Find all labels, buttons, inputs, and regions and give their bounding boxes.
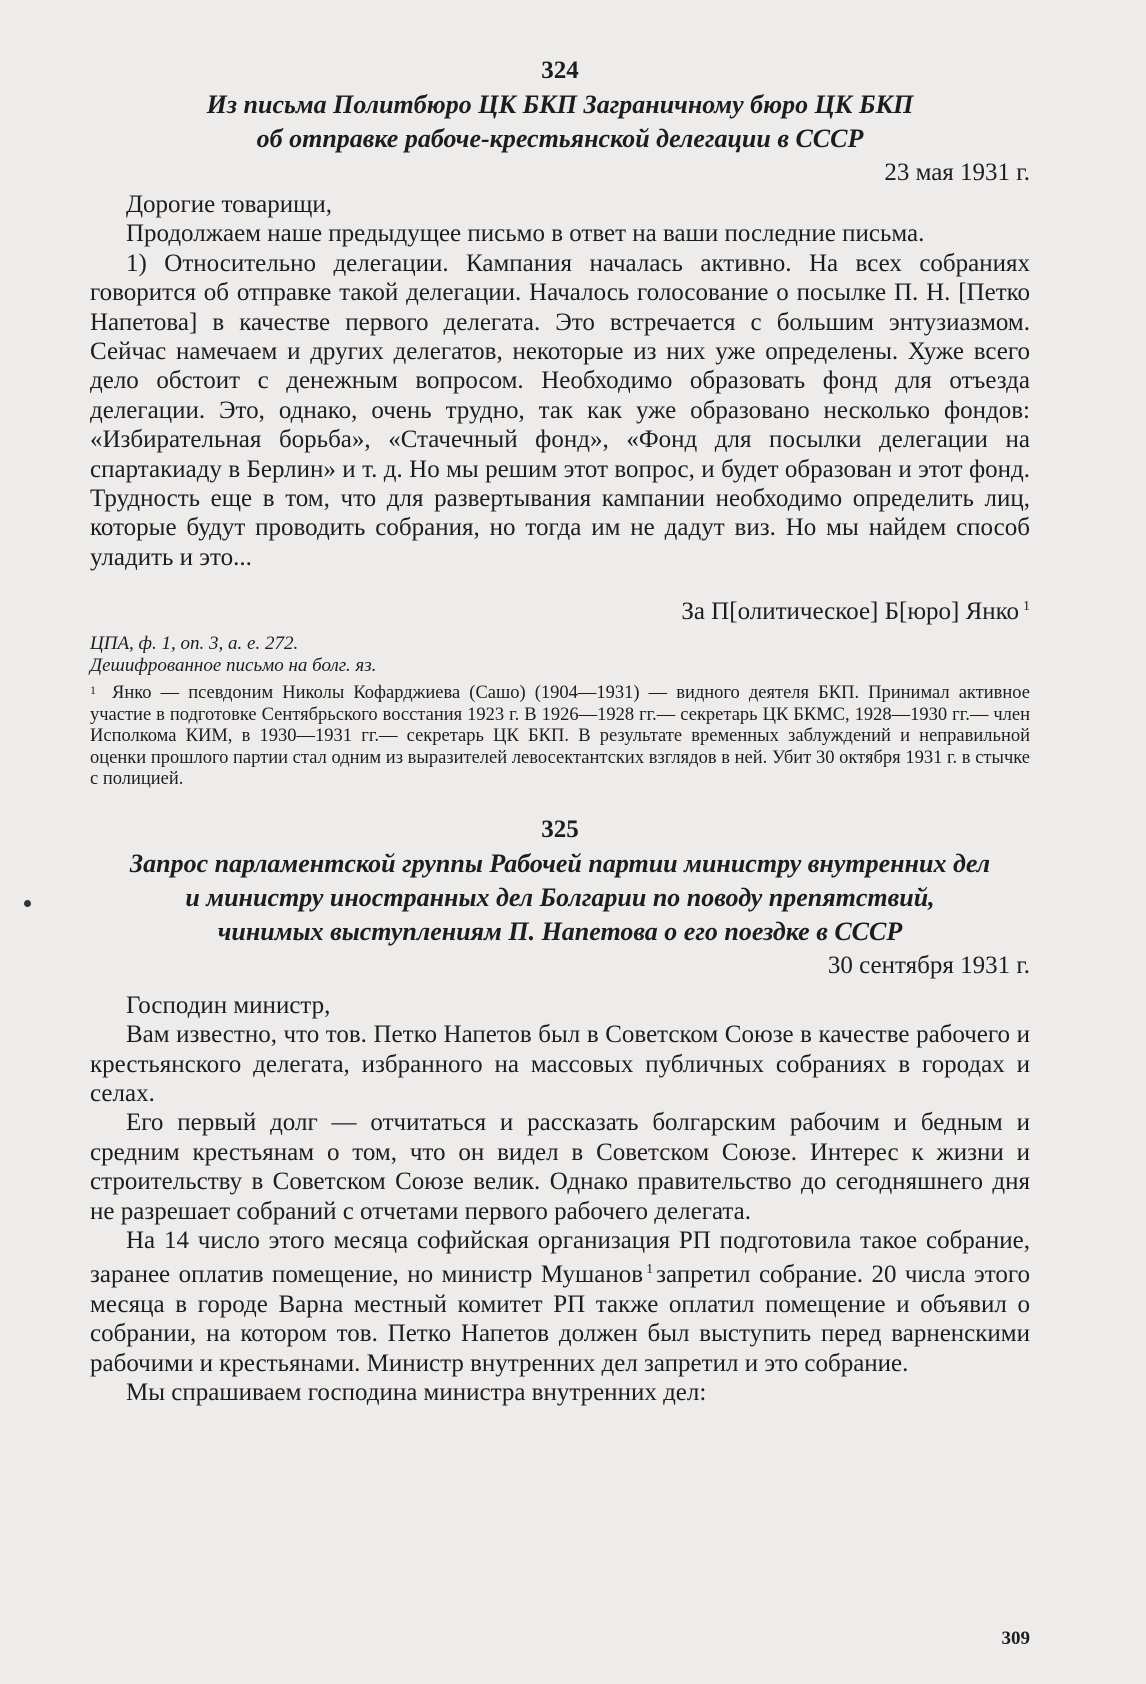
paragraph-324-1: Продолжаем наше предыдущее письмо в ответ на ваши последние письма.	[126, 220, 925, 248]
document-page	[90, 50, 1030, 1650]
archive-source-line2: Дешифрованное письмо на болг. яз.	[90, 655, 377, 677]
footnote-text: Янко — псевдоним Николы Кофарджиева (Сашо) (1904—1931) — видного деятеля БКП. Принимал активное участие в подготовке Сентябрьского восстания 1923 г. В 1926—1928 гг.— секретарь ЦК БКМС, 1928—1930 гг.— член Исполкома КИМ, в 1930—1931 гг.— секретарь ЦК БКП. В результате временных заблуждений и неправильной оценки прошлого партии стал одним из выразителей левосектантских взглядов в ней. Убит 30 октября 1931 г. в стычке с полицией.	[90, 683, 1030, 790]
document-date-325: 30 сентября 1931 г.	[827, 951, 1030, 979]
document-title-325-line2: и министру иностранных дел Болгарии по поводу препятствий,	[185, 882, 935, 912]
document-date-324: 23 мая 1931 г.	[884, 159, 1030, 186]
ink-dot	[24, 900, 31, 907]
archive-source-line1: ЦПА, ф. 1, оп. 3, а. е. 272.	[90, 633, 299, 655]
footnote-324	[90, 683, 1030, 791]
paragraph-325-4: Мы спрашиваем господина министра внутренних дел:	[126, 1379, 707, 1407]
page-number: 309	[1001, 1628, 1030, 1649]
document-title-324-line1: Из письма Политбюро ЦК БКП Заграничному бюро ЦК БКП	[206, 90, 914, 119]
footnote-ref-1: 1	[1023, 599, 1030, 615]
paragraph-325-3-part-a: На 14 число этого месяца софийская организация РП подготовила такое собрание, заранее оплатив помещение, но министр Мушанов	[90, 1227, 1030, 1289]
signature-324	[90, 592, 1030, 627]
paragraph-325-2: Его первый долг — отчитаться и рассказать болгарским рабочим и бедным и средним крестьянам о том, что он видел в Советском Союзе. Интерес к жизни и строительству в Советском Союзе велик. Однако правительство до сегодняшнего дня не разрешает собраний с отчетами первого рабочего делегата.	[90, 1109, 1030, 1225]
paragraph-325-3-part-b: запретил собрание. 20 числа этого месяца в городе Варна местный комитет РП также оплатил помещение и объявил о собрании, на котором тов. Петко Напетов должен был выступить перед варненскими рабочими и крестьянами. Министр внутренних дел запретил и это собрание.	[90, 1261, 1030, 1377]
signature-text: За П[олитическое] Б[юро] Янко	[681, 598, 1019, 626]
document-title-324-line2: об отправке рабоче-крестьянской делегации в СССР	[256, 124, 864, 153]
document-number-325: 325	[541, 815, 579, 843]
salutation-324: Дорогие товарищи,	[126, 191, 332, 218]
paragraph-325-3	[90, 1226, 1030, 1378]
document-number-324: 324	[541, 57, 579, 84]
salutation-325: Господин министр,	[126, 991, 331, 1019]
footnote-mark: 1	[90, 683, 96, 698]
document-title-325-line1: Запрос парламентской группы Рабочей партии министру внутренних дел	[129, 848, 991, 878]
paragraph-324-2: 1) Относительно делегации. Кампания началась активно. На всех собраниях говорится об отправке такой делегации. Началось голосование о посылке П. Н. [Петко Напетова] в качестве первого делегата. Это встречается с большим энтузиазмом. Сейчас намечаем и других делегатов, некоторые из них уже определены. Хуже всего дело обстоит с денежным вопросом. Необходимо образовать фонд для отъезда делегации. Это, однако, очень трудно, так как уже образовано несколько фондов: «Избирательная борьба», «Стачечный фонд», «Фонд для посылки делегации на спартакиаду в Берлин» и т. д. Но мы решим этот вопрос, и будет образован и этот фонд. Трудность еще в том, что для развертывания кампании необходимо определить лиц, которые будут проводить собрания, но тогда им не дадут виз. Но мы найдем способ уладить и это...	[90, 249, 1030, 571]
footnote-ref-325: 1	[646, 1262, 654, 1278]
paragraph-325-1: Вам известно, что тов. Петко Напетов был в Советском Союзе в качестве рабочего и крестьянского делегата, избранного на массовых публичных собраниях в городах и селах.	[90, 1021, 1030, 1107]
document-title-325-line3: чинимых выступлениям П. Напетова о его поездке в СССР	[217, 916, 903, 946]
